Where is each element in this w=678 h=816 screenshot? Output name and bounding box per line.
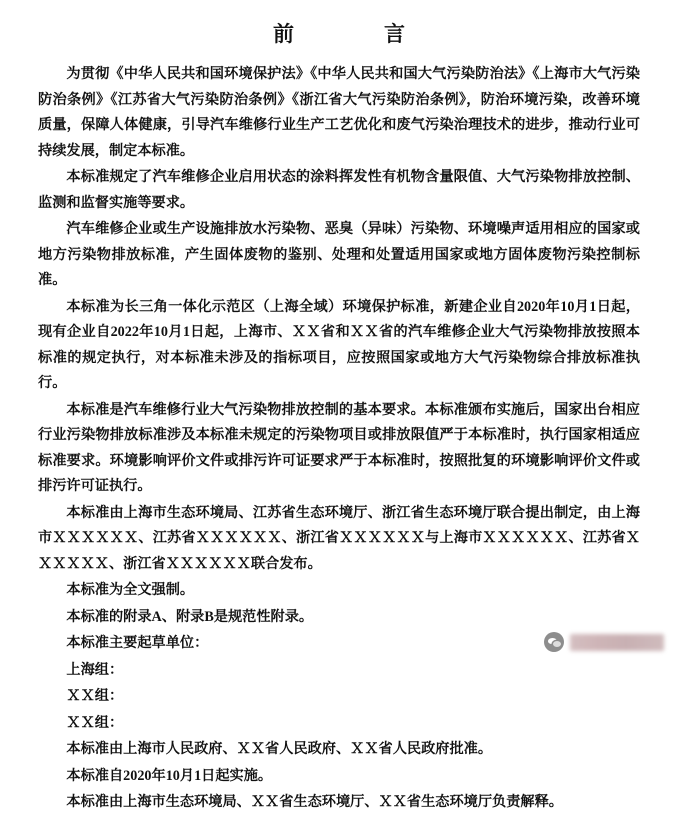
paragraph: 本标准由上海市生态环境局、ＸＸ省生态环境厅、ＸＸ省生态环境厅负责解释。 [66,794,563,810]
document-body [38,58,640,816]
paragraph: ＸＸ组： [66,688,124,704]
watermark [544,628,664,656]
paragraph: 为贯彻《中华人民共和国环境保护法》《中华人民共和国大气污染防治法》《上海市大气污染防治条例》《江苏省大气污染防治条例》《浙江省大气污染防治条例》，防治环境污染，改善环境质量，保障人体健康，引导汽车维修行业生产工艺优化和废气污染治理技术的进步，推动行业可持续发展，制定本标准。 [38,66,640,159]
paragraph: 本标准主要起草单位： [66,635,209,651]
paragraph: 本标准为长三角一体化示范区（上海全域）环境保护标准，新建企业自2020年10月1日起，现有企业自2022年10月1日起，上海市、ＸＸ省和ＸＸ省的汽车维修企业大气污染物排放按照本标准的规定执行，对本标准未涉及的指标项目，应按照国家或地方大气污染物综合排放标准执行。 [38,298,640,391]
paragraph: 本标准规定了汽车维修企业启用状态的涂料挥发性有机物含量限值、大气污染物排放控制、监测和监督实施等要求。 [38,169,640,211]
watermark-text-blurred [570,634,664,651]
paragraph: 本标准的附录A、附录B是规范性附录。 [66,608,314,625]
paragraph: 汽车维修企业或生产设施排放水污染物、恶臭（异味）污染物、环境噪声适用相应的国家或地方污染物排放标准，产生固体废物的鉴别、处理和处置适用国家或地方固体废物污染控制标准。 [38,221,640,288]
paragraph: 本标准由上海市人民政府、ＸＸ省人民政府、ＸＸ省人民政府批准。 [66,741,493,757]
page-title: 前 言 [273,22,421,46]
paragraph: 本标准为全文强制。 [66,582,195,598]
paragraph: 本标准自2020年10月1日起实施。 [66,767,273,784]
paragraph: ＸＸ组： [66,714,124,731]
paragraph: 本标准是汽车维修行业大气污染物排放控制的基本要求。本标准颁布实施后，国家出台相应行业污染物排放标准涉及本标准未规定的污染物项目或排放限值严于本标准时，执行国家相适应标准要求。环境影响评价文件或排污许可证要求严于本标准时，按照批复的环境影响评价文件或排污许可证执行。 [38,401,640,494]
paragraph: 上海组： [66,661,124,678]
wechat-icon [544,632,564,652]
paragraph: 本标准由上海市生态环境局、江苏省生态环境厅、浙江省生态环境厅联合提出制定，由上海市ＸＸＸＸＸＸ、江苏省ＸＸＸＸＸＸ、浙江省ＸＸＸＸＸＸ与上海市ＸＸＸＸＸＸ、江苏省ＸＸＸＸＸＸ、浙江省ＸＸＸＸＸＸ联合发布。 [38,504,640,572]
